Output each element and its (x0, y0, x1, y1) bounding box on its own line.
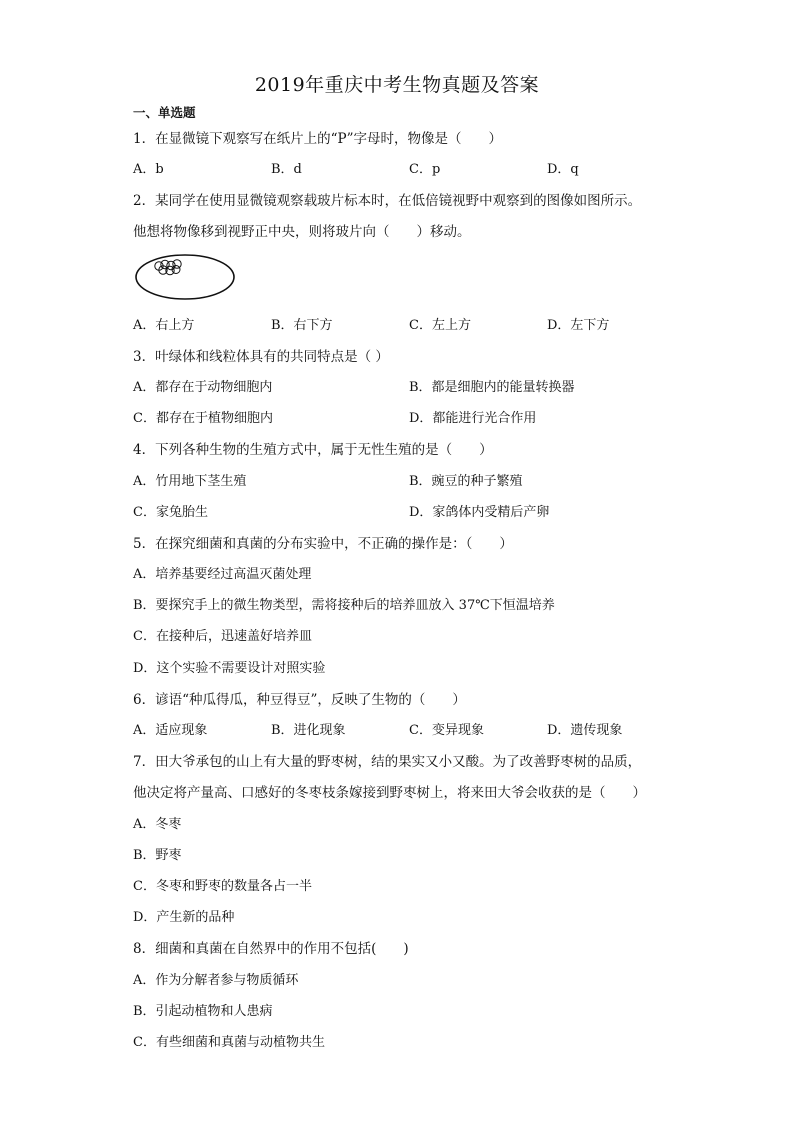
question-3-stem: 3．叶绿体和线粒体具有的共同特点是（ ） (133, 349, 389, 365)
q6-option-a: A．适应现象 (133, 723, 208, 738)
q4-option-d: D．家鸽体内受精后产卵 (409, 505, 550, 520)
question-4-stem: 4．下列各种生物的生殖方式中，属于无性生殖的是（ ） (133, 442, 493, 458)
q6-option-c: C．变异现象 (409, 723, 484, 738)
cell-cluster (155, 260, 181, 275)
microscope-field-figure (133, 252, 237, 302)
field-of-view-outline (136, 255, 234, 299)
question-2-stem-line-1: 2．某同学在使用显微镜观察载玻片标本时，在低倍镜视野中观察到的图像如图所示。 (133, 193, 642, 209)
q1-option-d: D．q (547, 162, 579, 177)
q7-option-d: D．产生新的品种 (133, 910, 235, 925)
q2-option-c: C．左上方 (409, 318, 471, 333)
q6-option-b: B．进化现象 (271, 723, 346, 738)
q8-option-b: B．引起动植物和人患病 (133, 1004, 273, 1019)
question-5-stem: 5．在探究细菌和真菌的分布实验中，不正确的操作是：（ ） (133, 536, 513, 552)
q8-option-c: C．有些细菌和真菌与动植物共生 (133, 1035, 325, 1050)
question-8-stem: 8．细菌和真菌在自然界中的作用不包括( ) (133, 941, 409, 957)
question-6-stem: 6．谚语“种瓜得瓜，种豆得豆”，反映了生物的（ ） (133, 692, 466, 708)
q2-option-b: B．右下方 (271, 318, 333, 333)
q3-option-a: A．都存在于动物细胞内 (133, 380, 273, 395)
question-7-stem-line-1: 7．田大爷承包的山上有大量的野枣树，结的果实又小又酸。为了改善野枣树的品质， (133, 754, 642, 770)
question-2-stem-line-2: 他想将物像移到视野正中央，则将玻片向（ ）移动。 (133, 224, 471, 240)
q3-option-c: C．都存在于植物细胞内 (133, 411, 273, 426)
q5-option-b: B．要探究手上的微生物类型，需将接种后的培养皿放入 37℃下恒温培养 (133, 598, 555, 613)
q4-option-b: B．豌豆的种子繁殖 (409, 474, 523, 489)
q8-option-a: A．作为分解者参与物质循环 (133, 973, 299, 988)
q5-option-d: D．这个实验不需要设计对照实验 (133, 661, 326, 676)
q4-option-a: A．竹用地下茎生殖 (133, 474, 247, 489)
q7-option-c: C．冬枣和野枣的数量各占一半 (133, 879, 312, 894)
q5-option-c: C．在接种后，迅速盖好培养皿 (133, 629, 312, 644)
q5-option-a: A．培养基要经过高温灭菌处理 (133, 567, 312, 582)
q7-option-b: B．野枣 (133, 848, 182, 863)
question-1-stem: 1．在显微镜下观察写在纸片上的“P”字母时，物像是（ ） (133, 131, 502, 147)
q3-option-b: B．都是细胞内的能量转换器 (409, 380, 575, 395)
q6-option-d: D．遗传现象 (547, 723, 623, 738)
section-heading: 一、单选题 (133, 105, 196, 120)
q7-option-a: A．冬枣 (133, 817, 182, 832)
q2-option-d: D．左下方 (547, 318, 610, 333)
q1-option-b: B．d (271, 162, 302, 177)
document-title: 2019年重庆中考生物真题及答案 (254, 74, 540, 96)
question-7-stem-line-2: 他决定将产量高、口感好的冬枣枝条嫁接到野枣树上，将来田大爷会收获的是（ ） (133, 785, 646, 801)
q3-option-d: D．都能进行光合作用 (409, 411, 537, 426)
q4-option-c: C．家兔胎生 (133, 505, 208, 520)
q1-option-a: A．b (133, 162, 164, 177)
q1-option-c: C．p (409, 162, 441, 177)
q2-option-a: A．右上方 (133, 318, 195, 333)
